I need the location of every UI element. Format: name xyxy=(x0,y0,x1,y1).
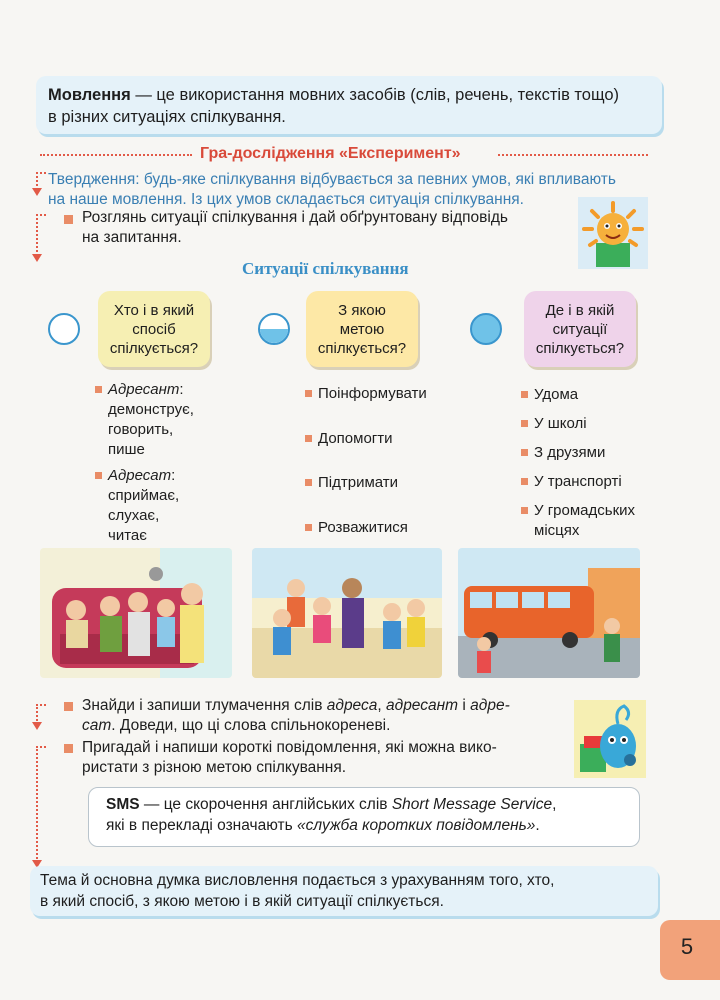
task1-bullet xyxy=(64,215,73,224)
page-number: 5 xyxy=(680,934,694,959)
blue-mascot-icon xyxy=(574,700,646,778)
classroom-illustration xyxy=(252,548,442,678)
flow-tick-3 xyxy=(36,704,46,706)
flow-tick-4 xyxy=(36,746,46,748)
summary-text: Тема й основна думка висловлення подається з урахуванням того, хто, в який спосіб, з якою метою і в якій ситуації спілкується. xyxy=(40,872,555,910)
flow-line-4 xyxy=(36,746,38,862)
circle-half xyxy=(258,313,290,345)
flow-tick-1 xyxy=(36,172,46,174)
flow-arrow-2 xyxy=(32,254,42,262)
bus-scene-icon xyxy=(458,548,640,678)
list-item: У транспорті xyxy=(534,472,674,492)
task2-bullet xyxy=(64,702,73,711)
question-card-purpose: З якою метою спілкується? xyxy=(306,291,418,367)
list-item: Розважитися xyxy=(318,518,468,538)
circle-empty xyxy=(48,313,80,345)
section-title: Ситуації спілкування xyxy=(242,259,409,278)
task3-bullet xyxy=(64,744,73,753)
classroom-scene-icon xyxy=(252,548,442,678)
list-item: Адресант: демонструє, говорить, пише xyxy=(108,380,238,460)
bus-illustration xyxy=(458,548,640,678)
circle-full xyxy=(470,313,502,345)
sun-mascot-picture xyxy=(578,197,648,269)
task1-text: Розглянь ситуації спілкування і дай обґрунтовану відповідь на запитання. xyxy=(82,209,508,246)
list-item: З друзями xyxy=(534,443,674,463)
family-scene-icon xyxy=(40,548,232,678)
task2-text: Знайди і запиши тлумачення слів адреса, адресант і адре- сат. Доведи, що ці слова спільнокореневі. xyxy=(82,697,510,734)
list-item: Поінформувати xyxy=(318,384,468,404)
flow-arrow-3 xyxy=(32,722,42,730)
definition-text: Мовлення — це використання мовних засобів (слів, речень, текстів тощо) в різних ситуаціях спілкування. xyxy=(48,86,620,126)
sms-note-text: SMS — це скорочення англійських слів Short Message Service, які в перекладі означають «служба коротких повідомлень». xyxy=(106,796,557,834)
definition-term: Мовлення xyxy=(48,86,131,104)
question-card-where: Де і в якій ситуації спілкується? xyxy=(524,291,636,367)
list-item: Підтримати xyxy=(318,473,468,493)
blue-mascot-picture xyxy=(574,700,646,778)
claim-text: Твердження: будь-яке спілкування відбувається за певних умов, які впливають на наше мовлення. Із цих умов складається ситуація спілкування. xyxy=(48,171,616,208)
list-item: У школі xyxy=(534,414,674,434)
flow-line-3 xyxy=(36,704,38,724)
list-item: Допомогти xyxy=(318,429,468,449)
flow-tick-2 xyxy=(36,214,46,216)
list-item: У громадських місцях xyxy=(534,501,674,541)
title-dots-left xyxy=(40,154,192,156)
title-dots-right xyxy=(498,154,648,156)
flow-arrow-1 xyxy=(32,188,42,196)
game-title: Гра-дослідження «Експеримент» xyxy=(200,145,461,162)
flow-line-2 xyxy=(36,214,38,256)
family-illustration xyxy=(40,548,232,678)
question-card-who: Хто і в який спосіб спілкується? xyxy=(98,291,210,367)
list-item: Удома xyxy=(534,385,674,405)
sun-mascot-icon xyxy=(578,197,648,269)
list-item: Адресат: сприймає, слухає, читає xyxy=(108,466,238,546)
task3-text: Пригадай і напиши короткі повідомлення, які можна вико- ристати з різною метою спілкування. xyxy=(82,739,497,776)
